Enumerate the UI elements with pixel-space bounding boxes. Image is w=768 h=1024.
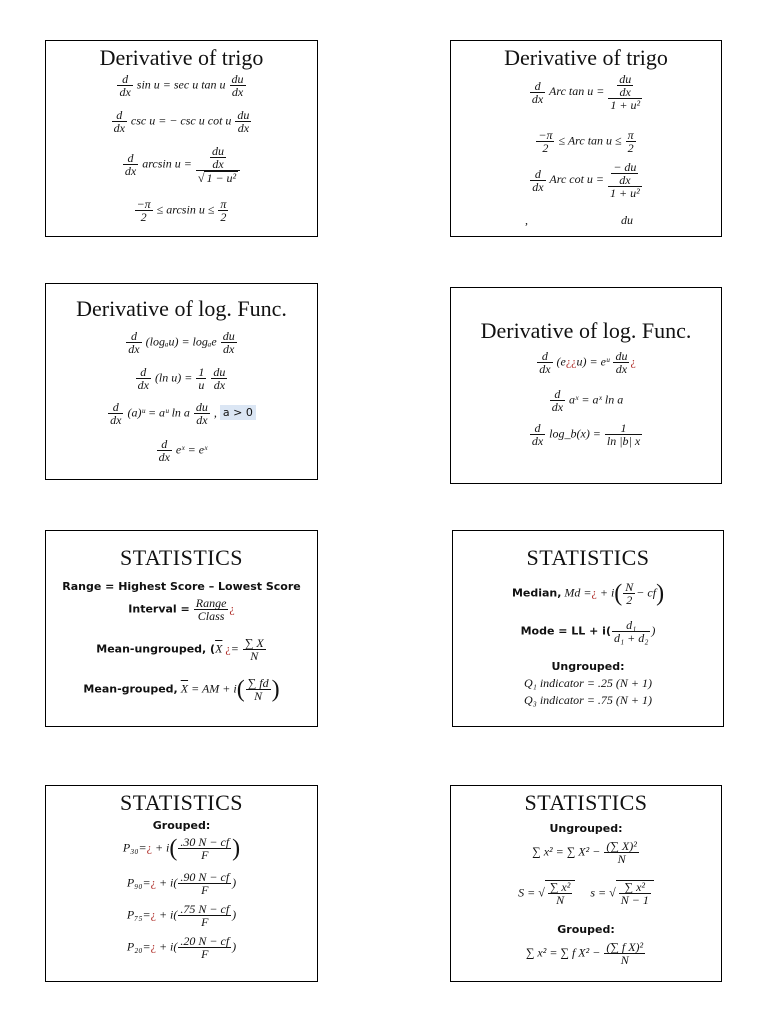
formula-arcsin-range: $\frac{-\pi}{2}$ ≤ arcsin u ≤ $\frac{\pi}{2}$: [136, 197, 227, 224]
grouped-label: Grouped:: [152, 819, 211, 832]
formula-eu: $\frac{d}{dx}$ (e¿¿u) = eᵘ $\frac{du}{dx}$ ¿: [539, 349, 636, 376]
formula-ax: $\frac{d}{dx}$ aˣ = aˣ ln a: [551, 387, 624, 414]
sum-x2-grouped: ∑ x² = ∑ f X² − $\frac{\text{(∑ f X)²}}{N}$: [525, 940, 644, 967]
partial-du: du: [621, 213, 633, 227]
slide-title: STATISTICS: [119, 790, 244, 815]
slide-title: STATISTICS: [119, 545, 244, 570]
slide-title: STATISTICS: [524, 790, 648, 815]
slide-stats-2: [452, 530, 724, 727]
slide-stats-4: [450, 785, 722, 982]
percentile-30: P₃₀=¿ + i( $\frac{.30 N - cf}{F}$ ): [122, 835, 241, 862]
slide-title: STATISTICS: [526, 545, 650, 570]
slide-stats-3: [45, 785, 318, 982]
formula-arccot: $\frac{d}{dx}$ Arc cot u = $\frac{\frac{- du}{dx}}{\text{1 + u²}}$: [532, 160, 640, 200]
formula-sin: $\frac{d}{dx}$ sin u = sec u tan u $\frac{du}{dx}$: [119, 72, 244, 99]
slide-trig-2: [450, 40, 722, 237]
percentile-20: P₂₀=¿ + i( $\frac{.20 N - cf}{F}$ ): [126, 934, 237, 961]
condition-highlight[interactable]: a > 0: [220, 405, 256, 420]
partial-comma: ,: [525, 213, 528, 227]
slide-trig-1: [45, 40, 318, 237]
ungrouped-label: Ungrouped:: [551, 660, 625, 673]
slide-log-1: [45, 283, 318, 480]
mean-grouped-formula: Mean-grouped, $\overline{X}$ = AM + i( $\frac{\sum fd}{N}$ ): [83, 676, 280, 703]
formula-ln: $\frac{d}{dx}$ (ln u) = $\frac{1}{u}$ $\frac{du}{dx}$: [137, 365, 226, 392]
std-dev-formulas: S = √ $\frac{\text{∑ x²}}{N}$ s = √ $\frac{\text{∑ x²}}{N - 1}$: [451, 880, 721, 906]
median-formula: Median, Md =¿ + i( $\frac{N}{2}$ − cf): [511, 580, 665, 607]
slide-log-2: [450, 287, 722, 484]
ungrouped-label: Ungrouped:: [549, 822, 623, 835]
range-formula: Range = Highest Score – Lowest Score: [62, 580, 301, 593]
formula-arcsin: $\frac{d}{dx}$ arcsin u = $\frac{\frac{du}{dx}}{\text{√ 1 − u²}}$: [46, 145, 317, 184]
slide-title: Derivative of log. Func.: [480, 318, 692, 343]
slide-title: Derivative of trigo: [99, 45, 264, 70]
percentile-75: P₇₅=¿ + i( $\frac{.75 N - cf}{F}$ ): [126, 902, 237, 929]
slide-title: Derivative of trigo: [504, 45, 668, 70]
sum-x2-ungrouped: ∑ x² = ∑ X² − $\frac{\text{(∑ X)²}}{N}$: [532, 839, 637, 866]
mode-formula: Mode = LL + i( $\frac{\text{d₁}}{\text{d₁ + d₂}}$ ): [520, 618, 656, 645]
percentile-90: P₉₀=¿ + i( $\frac{.90 N - cf}{F}$ ): [126, 870, 237, 897]
mean-ungrouped-formula: Mean-ungrouped, ($\overline{X}$ ¿= $\frac{\sum X}{N}$: [96, 636, 264, 663]
formula-logb: $\frac{d}{dx}$ log_b(x) = $\frac{1}{\ln |b| x}$: [531, 421, 641, 448]
slide-title: Derivative of log. Func.: [76, 296, 287, 321]
grouped-label: Grouped:: [557, 923, 615, 936]
formula-au: $\frac{d}{dx}$ (a)ᵘ = aᵘ ln a $\frac{du}{dx}$ , a > 0: [46, 401, 317, 426]
formula-arctan-range: $\frac{-\pi}{2}$ ≤ Arc tan u ≤ $\frac{\pi}{2}$: [538, 128, 634, 155]
q1-formula: Q₁ indicator = .25 (N + 1): [523, 676, 653, 690]
formula-csc: $\frac{d}{dx}$ csc u = − csc u cot u $\frac{du}{dx}$: [113, 108, 250, 135]
formula-ex: $\frac{d}{dx}$ eˣ = eˣ: [158, 437, 208, 464]
q3-formula: Q₃ indicator = .75 (N + 1): [523, 693, 653, 707]
slide-stats-1: [45, 530, 318, 727]
formula-loga: $\frac{d}{dx}$ (logₐu) = logₐe $\frac{du}{dx}$: [128, 329, 235, 356]
interval-formula: Interval = $\frac{\text{Range}}{\text{Class}}$ ¿: [128, 596, 235, 623]
formula-arctan: $\frac{d}{dx}$ Arc tan u = $\frac{\frac{du}{dx}}{\text{1 + u²}}$: [531, 72, 641, 112]
